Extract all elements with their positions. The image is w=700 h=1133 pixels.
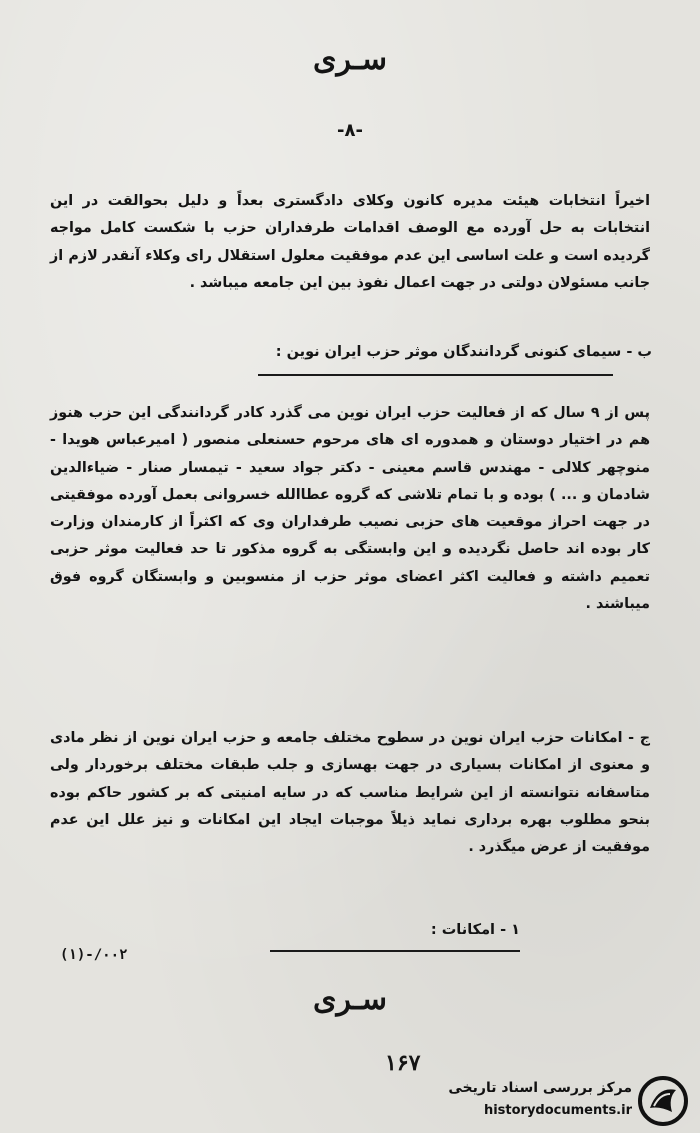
section-marker: -۸- [337, 120, 363, 141]
watermark-title: مرکز بررسی اسناد تاریخی [448, 1080, 632, 1096]
heading-1-underline [258, 374, 613, 376]
paragraph-2: پس از ۹ سال که از فعالیت حزب ایران نوین می گذرد کادر گردانندگی این حزب هنوز هم در اختیار دوستان و همدوره ای های مرحوم حسنعلی منصور ( امیرعباس هویدا - منوچهر کلالی - مهندس قاسم معینی - دکتر جواد سعید - تیمسار صنار - ضیاءالدین شادمان و ... ) بوده و با تمام تلاشی که گروه عطاالله خسروانی بعمل آورده موفقیتی در جهت احراز موقعیت های حزبی نصیب طرفداران وی که اکثراً از کارمندان وزارت کار بوده اند حاصل نگردیده و این وابستگی به گروه مذکور تا حد فعالیت موثر حزبی تعمیم داشته و فعالیت اکثر اعضای موثر حزب از منسوبین و وابستگان گروه فوق میباشند . [50, 405, 650, 613]
heading-facilities: ۱ - امکانات : [430, 922, 520, 938]
heading-current-leaders: ب - سیمای کنونی گردانندگان موثر حزب ایران نوین : [275, 344, 652, 360]
classification-bottom: سـری [313, 982, 387, 1017]
heading-2-underline [270, 950, 520, 952]
page-number: ۱۶۷ [385, 1050, 421, 1076]
archive-watermark [418, 1076, 700, 1128]
scroll-logo-icon [638, 1076, 688, 1126]
paragraph-1: اخیراً انتخابات هیئت مدیره کانون وکلای دادگستری بعداً و دلیل بحوالقت در این انتخابات به حل آورده مع الوصف اقدامات طرفداران حزب با شکست کامل مواجه گردیده است و علت اساسی این عدم موفقیت معلول استقلال رای وکلاء آنقدر لازم از جانب مسئولان دولتی در جهت اعمال نفوذ بین این جامعه میباشد . [50, 193, 650, 291]
paragraph-3: ج - امکانات حزب ایران نوین در سطوح مختلف جامعه و حزب ایران نوین از نظر مادی و معنوی از امکانات بسیاری در جهت بهسازی و جلب طبقات مختلف برخوردار ولی متاسفانه نتوانسته از این شرایط مناسب که در سایه امنیتی که بر کشور حاکم بوده بنحو مطلوب بهره برداری نماید ذیلاً موجبات ایجاد این امکانات و نیز علل این عدم موفقیت از عرض میگذرد . [50, 730, 650, 856]
watermark-url: historydocuments.ir [483, 1103, 632, 1118]
reference-number: (۱)-/۰۰۲ [60, 947, 128, 963]
classification-top: سـری [313, 42, 387, 77]
